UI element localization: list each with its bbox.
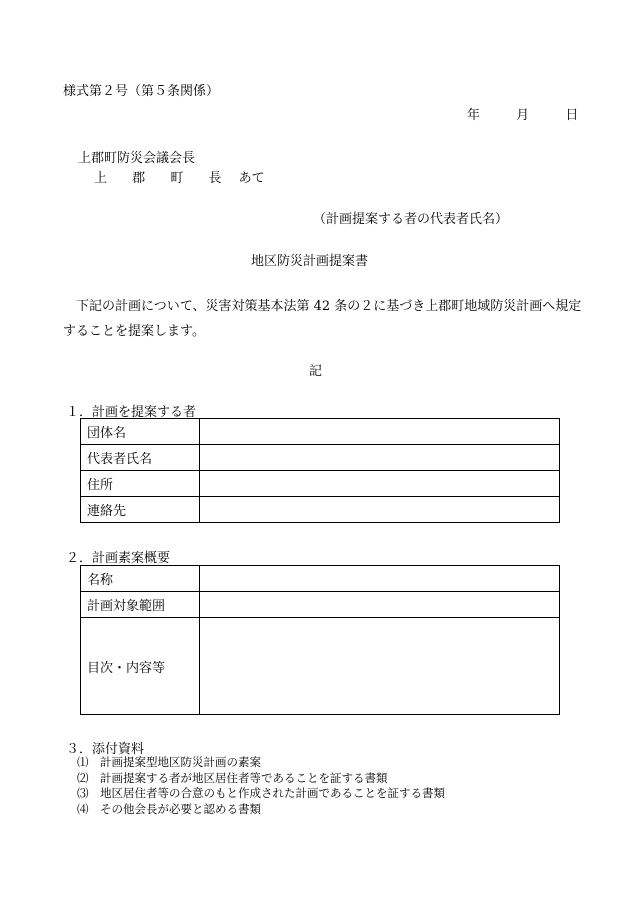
table-label: 代表者氏名 bbox=[81, 445, 200, 471]
list-item bbox=[77, 786, 445, 802]
table-row bbox=[81, 592, 560, 618]
list-item-text: その他会長が必要と認める書類 bbox=[100, 801, 261, 816]
addressee-mayor bbox=[94, 167, 265, 186]
addressee-char: 上 bbox=[94, 171, 108, 186]
list-item-number: ⑷ bbox=[77, 801, 89, 816]
table-label: 住所 bbox=[81, 471, 200, 497]
attachment-list bbox=[77, 755, 445, 817]
list-item-number: ⑶ bbox=[77, 786, 89, 800]
document-title: 地区防災計画提案書 bbox=[251, 254, 369, 269]
table-label: 目次・内容等 bbox=[81, 618, 200, 715]
date-year-label: 年 bbox=[467, 108, 481, 123]
table-value-field[interactable] bbox=[200, 592, 560, 618]
table-value-field[interactable] bbox=[200, 471, 560, 497]
table-value-field[interactable] bbox=[200, 445, 560, 471]
table-row bbox=[81, 566, 560, 592]
list-item-number: ⑴ bbox=[77, 755, 89, 769]
date-month-label: 月 bbox=[516, 108, 530, 123]
table-label: 団体名 bbox=[81, 419, 200, 445]
table-value-field[interactable] bbox=[200, 618, 560, 715]
table-row bbox=[81, 419, 560, 445]
date-line bbox=[467, 104, 578, 123]
addressee-char: 郡 bbox=[132, 171, 146, 186]
form-number: 様式第２号（第５条関係） bbox=[63, 84, 220, 99]
table-row bbox=[81, 445, 560, 471]
table-value-field[interactable] bbox=[200, 566, 560, 592]
table-value-field[interactable] bbox=[200, 419, 560, 445]
table-label: 連絡先 bbox=[81, 497, 200, 523]
list-item-text: 計画提案型地区防災計画の素案 bbox=[100, 755, 261, 769]
list-item bbox=[77, 802, 445, 818]
list-item-text: 地区居住者等の合意のもと作成された計画であることを証する書類 bbox=[100, 786, 445, 800]
addressee-council-chair: 上郡町防災会議会長 bbox=[78, 151, 196, 166]
table-value-field[interactable] bbox=[200, 497, 560, 523]
list-item-text: 計画提案する者が地区居住者等であることを証する書類 bbox=[100, 770, 388, 785]
addressee-char: 長 bbox=[208, 171, 222, 186]
section2-heading: ２．計画素案概要 bbox=[66, 551, 171, 566]
list-item bbox=[77, 755, 445, 771]
list-item bbox=[77, 771, 445, 787]
proposer-info-table bbox=[80, 418, 560, 523]
table-row bbox=[81, 497, 560, 523]
section1-heading: １．計画を提案する者 bbox=[66, 405, 197, 420]
plan-overview-table bbox=[80, 565, 560, 715]
list-item-number: ⑵ bbox=[77, 770, 89, 785]
proposer-representative-name: （計画提案する者の代表者氏名） bbox=[313, 212, 509, 227]
table-row bbox=[81, 618, 560, 715]
body-text: 下記の計画について、災害対策基本法第 42 条の２に基づき上郡町地域防災計画へ規定することを提案します。 bbox=[63, 299, 582, 339]
section3-heading: ３．添付資料 bbox=[66, 742, 145, 757]
table-row bbox=[81, 471, 560, 497]
table-label: 名称 bbox=[81, 566, 200, 592]
addressee-char: 町 bbox=[170, 171, 184, 186]
table-label: 計画対象範囲 bbox=[81, 592, 200, 618]
ki-marker: 記 bbox=[309, 364, 323, 379]
date-day-label: 日 bbox=[565, 108, 579, 123]
addressee-char: あて bbox=[238, 171, 265, 186]
